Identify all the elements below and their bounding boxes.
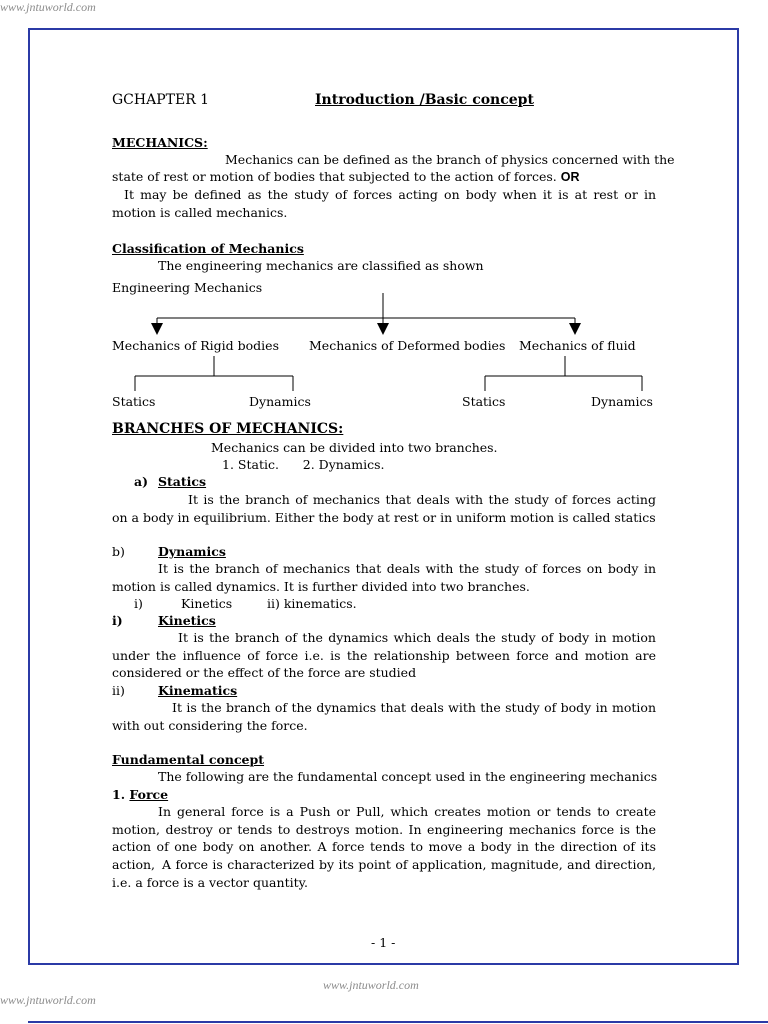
watermark-footer-left: www.jntuworld.com [0, 993, 96, 1007]
dynamics-marker: b) [112, 544, 125, 559]
branches-heading: BRANCHES OF MECHANICS: [112, 421, 344, 437]
or-keyword: OR [560, 170, 580, 184]
page-number: - 1 - [371, 935, 396, 950]
tree-root-label: Engineering Mechanics [112, 280, 263, 295]
dynamics-text: It is the branch of mechanics that deals with the study of forces on body in motion is called dynamics. It is further divided into two branches. [112, 561, 656, 594]
kinematics-title: Kinematics [158, 683, 238, 698]
sub-branch-kinetics: Kinetics [181, 596, 233, 611]
tree-node-rigid-statics: Statics [112, 394, 156, 409]
bottom-rule [28, 1021, 768, 1023]
branches-list: 1. Static. 2. Dynamics. [222, 457, 385, 472]
page-title: Introduction /Basic concept [315, 92, 534, 108]
tree-node-deformed: Mechanics of Deformed bodies [309, 338, 506, 353]
sub-branch-i: i) [134, 596, 143, 611]
kinetics-text: It is the branch of the dynamics which deals the study of body in motion under the influence of force i.e. is the relationship between force and motion are considered or the effect of the force are studied [112, 630, 656, 680]
classification-heading: Classification of Mechanics [112, 241, 304, 256]
fundamental-heading: Fundamental concept [112, 752, 265, 767]
mechanics-heading: MECHANICS: [112, 135, 208, 150]
kinetics-title: Kinetics [158, 613, 216, 628]
mechanics-definition-rest: state of rest or motion of bodies that subjected to the action of forces. [112, 169, 557, 184]
tree-node-fluid-dynamics: Dynamics [591, 394, 653, 409]
force-text-2: A force is characterized by its point of application, magnitude, and direction, i.e. a force is a vector quantity. [112, 857, 656, 890]
force-text-1: In general force is a Push or Pull, which creates motion or tends to create motion, destroy or tends to destroys motion. In engineering mechanics force is the action of one body on another. A force tends to move a body in the direction of its action, [112, 804, 656, 872]
chapter-label: GCHAPTER 1 [112, 92, 210, 108]
tree-node-rigid: Mechanics of Rigid bodies [112, 338, 279, 353]
mechanics-definition-first-line: Mechanics can be defined as the branch of physics concerned with the [225, 152, 675, 167]
kinematics-marker: ii) [112, 683, 125, 698]
branches-intro: Mechanics can be divided into two branches. [211, 440, 498, 455]
force-heading [112, 786, 168, 803]
sub-branch-kinematics: ii) kinematics. [267, 596, 357, 611]
watermark-top: www.jntuworld.com [0, 0, 96, 14]
watermark-footer-center: www.jntuworld.com [323, 978, 419, 992]
force-number: 1. [112, 787, 126, 802]
tree-node-fluid-statics: Statics [462, 394, 506, 409]
tree-node-fluid: Mechanics of fluid [519, 338, 636, 353]
statics-title: Statics [158, 474, 207, 489]
mechanics-alt-definition: It may be defined as the study of forces acting on body when it is at rest or in motion is called mechanics. [112, 187, 656, 220]
force-title: Force [129, 787, 169, 802]
fundamental-intro: The following are the fundamental concept used in the engineering mechanics [158, 769, 658, 784]
kinematics-text: It is the branch of the dynamics that deals with the study of body in motion with out considering the force. [112, 700, 656, 733]
kinetics-marker: i) [112, 613, 123, 628]
classification-intro: The engineering mechanics are classified as shown [158, 258, 484, 273]
statics-text: It is the branch of mechanics that deals with the study of forces acting on a body in equilibrium. Either the body at rest or in uniform motion is called statics [112, 492, 656, 525]
tree-node-rigid-dynamics: Dynamics [249, 394, 311, 409]
dynamics-title: Dynamics [158, 544, 226, 559]
statics-marker: a) [134, 474, 149, 489]
